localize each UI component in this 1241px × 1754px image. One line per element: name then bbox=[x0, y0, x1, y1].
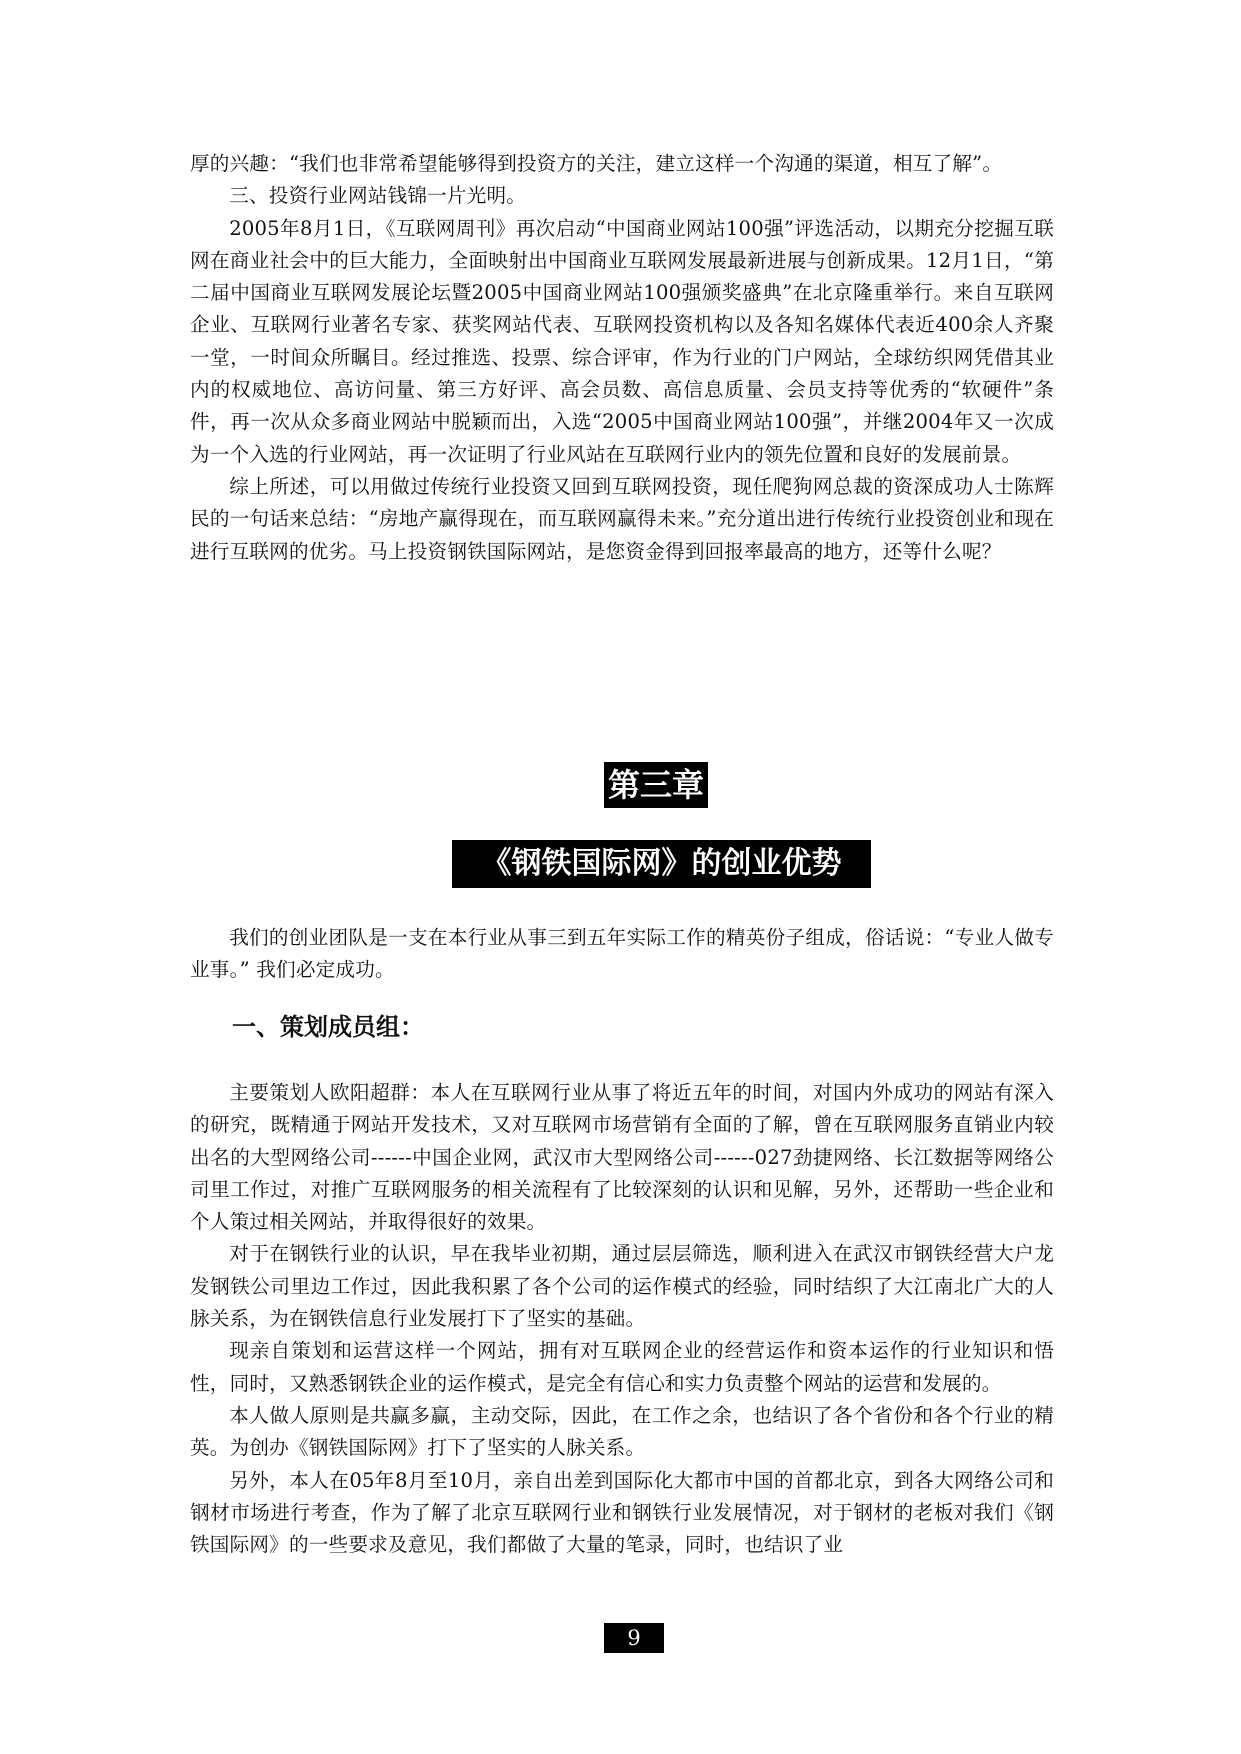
section-heading: 一、策划成员组： bbox=[232, 1013, 424, 1041]
paragraph-summary: 综上所述，可以用做过传统行业投资又回到互联网投资，现任爬狗网总裁的资深成功人士陈辉民的一句话来总结：“房地产赢得现在，而互联网赢得未来。”充分道出进行传统行业投资创业和现在进行互联网的优劣。马上投资钢铁国际网站，是您资金得到回报率最高的地方，还等什么呢？ bbox=[190, 474, 1054, 563]
paragraph-operation-ability: 现亲自策划和运营这样一个网站，拥有对互联网企业的经营运作和资本运作的行业知识和悟性，同时，又熟悉钢铁企业的运作模式，是完全有信心和实力负责整个网站的运营和发展的。 bbox=[190, 1339, 1054, 1395]
chapter-label: 第三章 bbox=[604, 762, 708, 808]
paragraph-subheading: 三、投资行业网站钱锦一片光明。 bbox=[229, 184, 527, 208]
top-text-section bbox=[190, 148, 1054, 568]
paragraph-ranking-news: 2005年8月1日，《互联网周刊》再次启动“中国商业网站100强”评选活动，以期充分挖掘互联网在商业社会中的巨大能力，全面映射出中国商业互联网发展最新进展与创新成果。12月1日，“第二届中国商业互联网发展论坛暨2005中国商业网站100强颁奖盛典”在北京隆重举行。来自互联网企业、互联网行业著名专家、获奖网站代表、互联网投资机构以及各知名媒体代表近400余人齐聚一堂，一时间众所瞩目。经过推选、投票、综合评审，作为行业的门户网站，全球纺织网凭借其业内的权威地位、高访问量、第三方好评、高会员数、高信息质量、会员支持等优秀的“软硬件”条件，再一次从众多商业网站中脱颖而出，入选“2005中国商业网站100强”，并继2004年又一次成为一个入选的行业网站，再一次证明了行业风站在互联网行业内的领先位置和良好的发展前景。 bbox=[190, 216, 1054, 466]
chapter-intro-section bbox=[190, 922, 1054, 987]
paragraph-planner-bio: 主要策划人欧阳超群：本人在互联网行业从事了将近五年的时间，对国内外成功的网站有深入的研究，既精通于网站开发技术，又对互联网市场营销有全面的了解，曾在互联网服务直销业内较出名的大型网络公司------中国企业网，武汉市大型网络公司------027劲捷网络、长江数据等网络公司里工作过，对推广互联网服务的相关流程有了比较深刻的认识和见解，另外，还帮助一些企业和个人策过相关网站，并取得很好的效果。 bbox=[190, 1081, 1054, 1234]
chapter-title: 《钢铁国际网》的创业优势 bbox=[452, 840, 871, 888]
page-number: 9 bbox=[604, 1623, 664, 1653]
paragraph-intro: 我们的创业团队是一支在本行业从事三到五年实际工作的精英份子组成，俗话说：“专业人做专业事。” 我们必定成功。 bbox=[190, 926, 1054, 982]
paragraph-beijing-research: 另外，本人在05年8月至10月，亲自出差到国际化大都市中国的首都北京，到各大网络公司和钢材市场进行考查，作为了解了北京互联网行业和钢铁行业发展情况，对于钢材的老板对我们《钢铁国际网》的一些要求及意见，我们都做了大量的笔录，同时，也结识了业 bbox=[190, 1468, 1054, 1557]
paragraph-principles: 本人做人原则是共赢多赢，主动交际，因此，在工作之余，也结识了各个省份和各个行业的精英。为创办《钢铁国际网》打下了坚实的人脉关系。 bbox=[190, 1403, 1054, 1460]
paragraph-continuation: 厚的兴趣：“我们也非常希望能够得到投资方的关注，建立这样一个沟通的渠道，相互了解”。 bbox=[190, 152, 1003, 175]
paragraph-steel-experience: 对于在钢铁行业的认识，早在我毕业初期，通过层层筛选，顺利进入在武汉市钢铁经营大户龙发钢铁公司里边工作过，因此我积累了各个公司的运作模式的经验，同时结织了大江南北广大的人脉关系，为在钢铁信息行业发展打下了坚实的基础。 bbox=[190, 1242, 1054, 1331]
section-body bbox=[190, 1077, 1054, 1561]
